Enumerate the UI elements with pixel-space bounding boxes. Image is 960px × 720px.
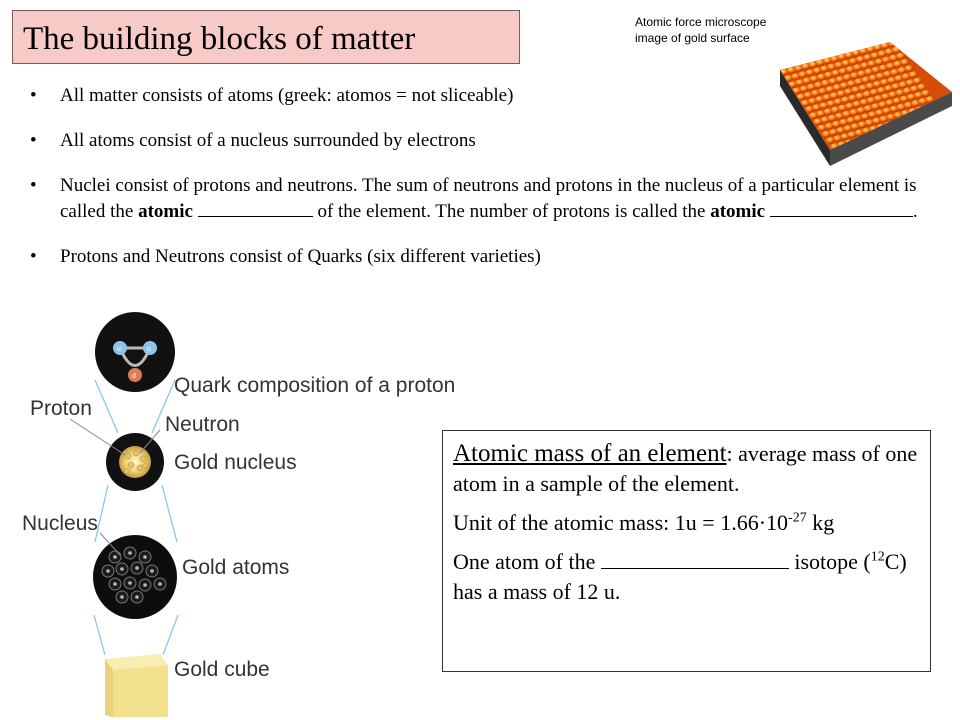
afm-bump xyxy=(790,59,799,66)
proton-label: Proton xyxy=(30,397,92,420)
afm-bump xyxy=(840,46,849,53)
afm-bump xyxy=(888,40,897,47)
gold-atom-core xyxy=(135,566,139,570)
gold-atom-core xyxy=(150,569,154,573)
atomic-mass-unit xyxy=(453,508,920,538)
isotope-statement xyxy=(453,547,920,607)
quark-u-label: u xyxy=(147,346,151,353)
isotope-text: One atom of the xyxy=(453,549,601,574)
isotope-text: C) has a mass of 12 u. xyxy=(453,549,907,604)
title-box xyxy=(12,10,520,64)
bullet-item xyxy=(30,83,920,109)
isotope-superscript: 12 xyxy=(870,549,885,565)
afm-bump xyxy=(855,42,864,49)
quark-u-label: u xyxy=(117,346,121,353)
bullet-text: of the element. The number of protons is called the xyxy=(312,201,711,222)
afm-bump xyxy=(900,59,909,66)
afm-bump xyxy=(826,49,835,56)
afm-bump xyxy=(876,36,885,43)
afm-bump xyxy=(833,47,842,54)
gold-atom-core xyxy=(143,583,147,587)
gold-atom-core xyxy=(113,582,117,586)
atomic-mass-definition xyxy=(453,439,920,499)
unit-text: kg xyxy=(806,510,835,535)
quark-d-label: d xyxy=(132,373,136,380)
gold-atom-core xyxy=(128,551,132,555)
afm-bump xyxy=(869,38,878,45)
afm-caption-line: image of gold surface xyxy=(635,31,750,45)
afm-bump xyxy=(924,119,933,126)
gold-atoms-label: Gold atoms xyxy=(182,556,290,579)
afm-bump xyxy=(909,71,918,78)
gold-cube-label: Gold cube xyxy=(174,658,270,681)
fill-in-blank[interactable] xyxy=(198,200,313,217)
fill-in-blank[interactable] xyxy=(770,200,913,217)
bullet-text: Nuclei consist of protons and neutrons. The sum of neutrons and protons in the nucleus of a particular element is called the xyxy=(60,175,917,222)
bullet-item xyxy=(30,173,920,225)
afm-caption xyxy=(635,14,766,46)
afm-bump xyxy=(776,63,785,70)
isotope-text: isotope ( xyxy=(788,549,871,574)
nucleus-label: Nucleus xyxy=(22,512,98,535)
gold-atom-core xyxy=(113,555,117,559)
afm-bump xyxy=(892,47,901,54)
unit-text: Unit of the atomic mass: 1u = 1.66·10 xyxy=(453,510,789,535)
page-title: The building blocks of matter xyxy=(23,21,416,57)
afm-bump xyxy=(921,90,930,97)
bullet-text: All matter consists of atoms (greek: atomos = not sliceable) xyxy=(60,85,514,106)
bullet-text: Protons and Neutrons consist of Quarks (six different varieties) xyxy=(60,246,541,267)
bullet-list xyxy=(30,83,920,289)
afm-bump xyxy=(812,53,821,60)
bold-term: atomic xyxy=(138,201,193,222)
unit-exponent: -27 xyxy=(788,510,807,526)
quark-composition-label: Quark composition of a proton xyxy=(174,374,456,397)
bold-term: atomic xyxy=(710,201,766,222)
afm-bump xyxy=(905,65,914,72)
fill-in-blank[interactable] xyxy=(601,550,789,569)
atomic-mass-box xyxy=(442,430,931,672)
afm-bump xyxy=(804,55,813,62)
gold-atom-core xyxy=(106,569,110,573)
afm-bump xyxy=(896,53,905,60)
gold-atom-core xyxy=(158,582,162,586)
bullet-text: . xyxy=(912,201,918,222)
definition-text: : average mass of one atom in a sample of the element. xyxy=(453,441,918,496)
gold-nucleus-label: Gold nucleus xyxy=(174,451,297,474)
afm-bump xyxy=(931,117,940,124)
afm-caption-line: Atomic force microscope xyxy=(635,15,767,29)
gold-atom-core xyxy=(120,595,124,599)
atomic-mass-heading: Atomic mass of an element xyxy=(453,440,727,467)
afm-bump xyxy=(797,57,806,64)
afm-bump xyxy=(783,61,792,68)
gold-atom-core xyxy=(143,555,147,559)
afm-bump xyxy=(848,44,857,51)
gold-atom-core xyxy=(120,567,124,571)
afm-bump xyxy=(819,51,828,58)
neutron-label: Neutron xyxy=(165,413,240,436)
afm-bump xyxy=(884,34,893,41)
afm-bump xyxy=(862,40,871,47)
gold-cube-icon xyxy=(105,654,168,717)
gold-atom-core xyxy=(135,595,139,599)
bullet-text: All atoms consist of a nucleus surrounded by electrons xyxy=(60,130,476,151)
afm-bump xyxy=(938,115,947,122)
bullet-item xyxy=(30,128,920,154)
gold-atom-core xyxy=(128,581,132,585)
bullet-item xyxy=(30,244,920,270)
